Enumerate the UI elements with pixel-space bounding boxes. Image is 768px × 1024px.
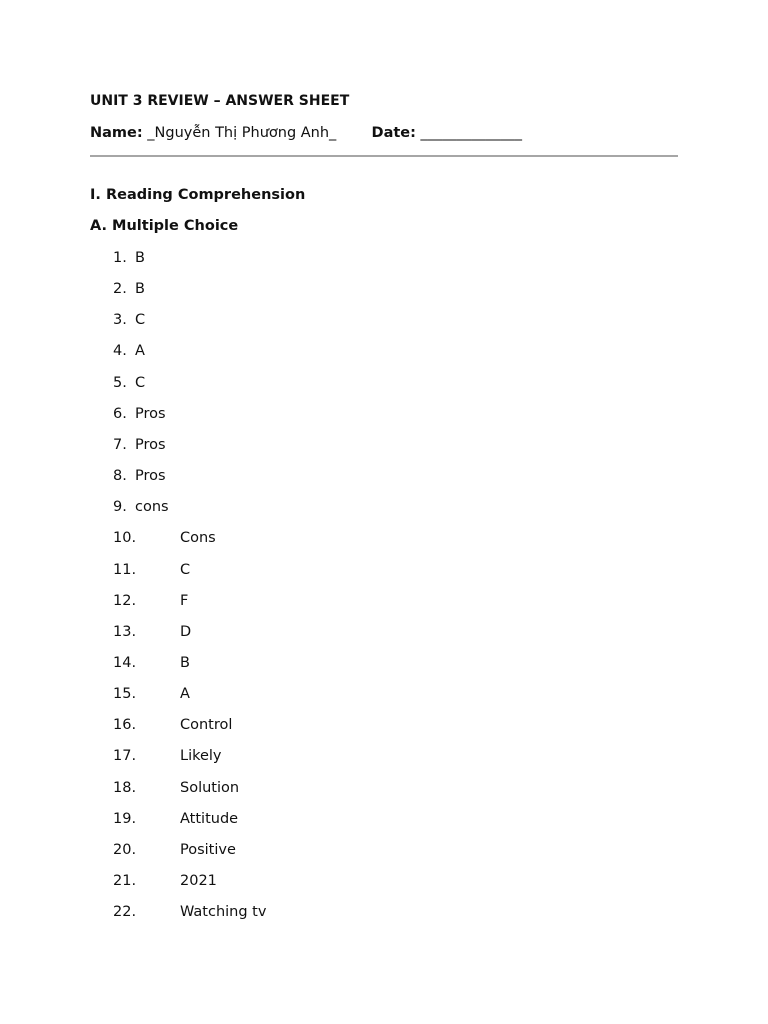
answer-text: B <box>135 281 145 297</box>
list-item <box>0 780 768 800</box>
answer-number: 20. <box>113 842 137 858</box>
list-item <box>0 250 768 270</box>
answer-number: 1. <box>113 250 127 266</box>
answer-text: B <box>180 655 190 671</box>
answer-number: 19. <box>113 811 137 827</box>
answer-text: cons <box>135 499 169 515</box>
answer-text: 2021 <box>180 873 217 889</box>
list-item <box>0 281 768 301</box>
list-item <box>0 593 768 613</box>
answer-number: 12. <box>113 593 137 609</box>
answer-number: 5. <box>113 375 127 391</box>
list-item <box>0 562 768 582</box>
answer-number: 4. <box>113 343 127 359</box>
answer-text: A <box>180 686 190 702</box>
list-item <box>0 686 768 706</box>
answer-text: Likely <box>180 748 222 764</box>
list-item <box>0 624 768 644</box>
answer-text: Positive <box>180 842 236 858</box>
answer-number: 22. <box>113 904 137 920</box>
list-item <box>0 375 768 395</box>
list-item <box>0 468 768 488</box>
answer-text: Pros <box>135 468 166 484</box>
list-item <box>0 437 768 457</box>
answer-number: 7. <box>113 437 127 453</box>
answer-text: A <box>135 343 145 359</box>
answer-text: Attitude <box>180 811 239 827</box>
answer-text: C <box>180 562 191 578</box>
answer-number: 21. <box>113 873 137 889</box>
answer-text: Solution <box>180 780 240 796</box>
date-label: Date: <box>371 125 416 141</box>
answer-number: 16. <box>113 717 137 733</box>
list-item <box>0 904 768 924</box>
answer-text: D <box>180 624 192 640</box>
list-item <box>0 530 768 550</box>
answer-text: F <box>180 593 189 609</box>
list-item <box>0 811 768 831</box>
name-label: Name: <box>90 125 143 141</box>
list-item <box>0 406 768 426</box>
list-item <box>0 717 768 737</box>
answer-number: 13. <box>113 624 137 640</box>
answer-text: B <box>135 250 145 266</box>
answer-number: 15. <box>113 686 137 702</box>
answer-text: Control <box>180 717 233 733</box>
list-item <box>0 748 768 768</box>
list-item <box>0 873 768 893</box>
answer-text: Pros <box>135 437 166 453</box>
section-heading: I. Reading Comprehension <box>90 187 306 203</box>
answer-text: C <box>135 375 146 391</box>
answer-number: 11. <box>113 562 137 578</box>
date-value: ______________ <box>420 125 523 141</box>
answer-number: 6. <box>113 406 127 422</box>
answer-text: C <box>135 312 146 328</box>
list-item <box>0 312 768 332</box>
answer-number: 18. <box>113 780 137 796</box>
answer-number: 17. <box>113 748 137 764</box>
list-item <box>0 655 768 675</box>
answer-number: 3. <box>113 312 127 328</box>
answer-text: Cons <box>180 530 216 546</box>
answer-text: Pros <box>135 406 166 422</box>
document-title: UNIT 3 REVIEW – ANSWER SHEET <box>90 93 350 109</box>
answer-number: 8. <box>113 468 127 484</box>
answer-text: Watching tv <box>180 904 267 920</box>
answer-number: 2. <box>113 281 127 297</box>
answer-number: 10. <box>113 530 137 546</box>
name-value: _Nguyễn Thị Phương Anh_ <box>147 125 337 141</box>
list-item <box>0 343 768 363</box>
list-item <box>0 842 768 862</box>
answer-number: 9. <box>113 499 127 515</box>
sub-heading: A. Multiple Choice <box>90 218 239 234</box>
list-item <box>0 499 768 519</box>
answer-number: 14. <box>113 655 137 671</box>
